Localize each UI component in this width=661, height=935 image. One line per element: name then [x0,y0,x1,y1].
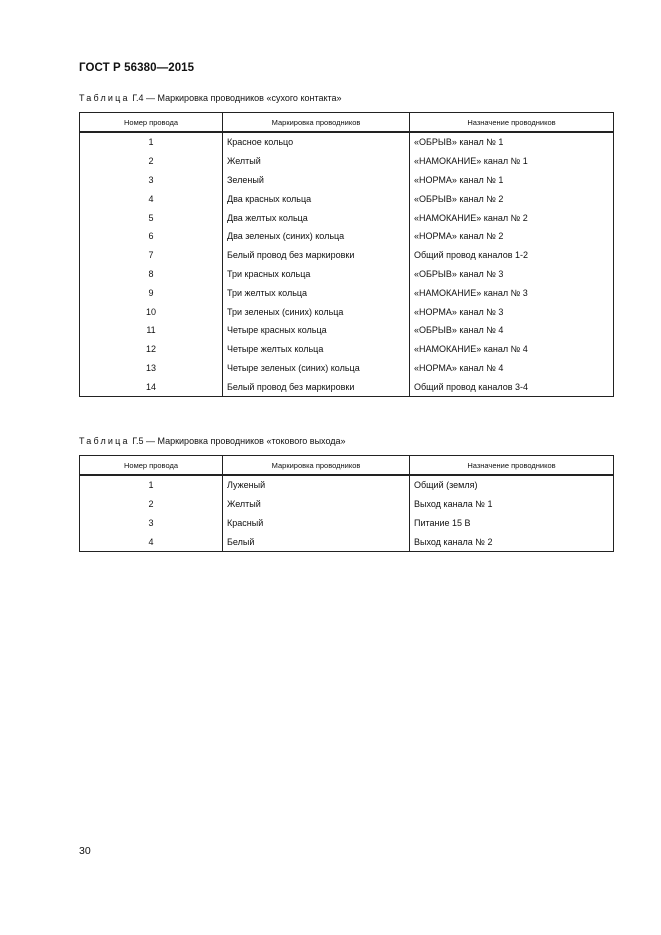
cell-wire-marking: Четыре желтых кольца [223,340,410,359]
table-row [80,132,614,152]
table-1-dry-contact [79,112,614,397]
table-row [80,377,614,396]
cell-wire-purpose: «НАМОКАНИЕ» канал № 4 [410,340,614,359]
cell-wire-number: 8 [80,265,223,284]
cell-wire-marking: Четыре зеленых (синих) кольца [223,359,410,378]
header-wire-marking: Маркировка проводников [223,456,410,476]
table-row [80,302,614,321]
cell-wire-number: 3 [80,171,223,190]
cell-wire-number: 12 [80,340,223,359]
cell-wire-purpose: «НОРМА» канал № 2 [410,227,614,246]
table-row [80,246,614,265]
header-wire-number: Номер провода [80,113,223,133]
cell-wire-purpose: «НОРМА» канал № 1 [410,171,614,190]
cell-wire-number: 6 [80,227,223,246]
cell-wire-marking: Желтый [223,152,410,171]
table-header-row [80,113,614,133]
cell-wire-number: 5 [80,208,223,227]
table-row [80,340,614,359]
table-row [80,189,614,208]
cell-wire-purpose: Выход канала № 1 [410,495,614,514]
cell-wire-purpose: «НОРМА» канал № 3 [410,302,614,321]
table-row [80,171,614,190]
table-row [80,514,614,533]
cell-wire-purpose: Питание 15 В [410,514,614,533]
cell-wire-purpose: Выход канала № 2 [410,532,614,551]
cell-wire-marking: Три зеленых (синих) кольца [223,302,410,321]
cell-wire-number: 1 [80,475,223,495]
cell-wire-number: 2 [80,495,223,514]
table-row [80,283,614,302]
table-row [80,265,614,284]
cell-wire-marking: Три красных кольца [223,265,410,284]
table-header-row [80,456,614,476]
header-wire-number: Номер провода [80,456,223,476]
table-row [80,495,614,514]
cell-wire-number: 3 [80,514,223,533]
cell-wire-marking: Три желтых кольца [223,283,410,302]
table-row [80,532,614,551]
cell-wire-number: 4 [80,189,223,208]
cell-wire-purpose: «ОБРЫВ» канал № 4 [410,321,614,340]
header-wire-purpose: Назначение проводников [410,113,614,133]
cell-wire-number: 14 [80,377,223,396]
table-1-caption-text: Г.4 — Маркировка проводников «сухого контакта» [129,93,342,103]
cell-wire-purpose: Общий (земля) [410,475,614,495]
cell-wire-purpose: «ОБРЫВ» канал № 1 [410,132,614,152]
cell-wire-marking: Зеленый [223,171,410,190]
cell-wire-marking: Желтый [223,495,410,514]
table-2-caption [79,436,346,446]
cell-wire-purpose: «ОБРЫВ» канал № 3 [410,265,614,284]
cell-wire-marking: Белый [223,532,410,551]
cell-wire-purpose: Общий провод каналов 1-2 [410,246,614,265]
table-row [80,359,614,378]
header-wire-marking: Маркировка проводников [223,113,410,133]
header-wire-purpose: Назначение проводников [410,456,614,476]
cell-wire-number: 1 [80,132,223,152]
table-row [80,321,614,340]
table-1-caption-lead: Таблица [79,93,130,103]
page-number: 30 [79,845,91,857]
cell-wire-marking: Два желтых кольца [223,208,410,227]
cell-wire-purpose: «НАМОКАНИЕ» канал № 3 [410,283,614,302]
cell-wire-number: 7 [80,246,223,265]
table-1-body [80,132,614,397]
cell-wire-number: 11 [80,321,223,340]
table-row [80,208,614,227]
cell-wire-purpose: «ОБРЫВ» канал № 2 [410,189,614,208]
cell-wire-number: 4 [80,532,223,551]
cell-wire-marking: Красный [223,514,410,533]
table-2-body [80,475,614,552]
table-2-current-output [79,455,614,552]
table-1-caption [79,93,342,103]
cell-wire-marking: Два красных кольца [223,189,410,208]
table-2-caption-text: Г.5 — Маркировка проводников «токового выхода» [129,436,346,446]
cell-wire-marking: Красное кольцо [223,132,410,152]
cell-wire-number: 10 [80,302,223,321]
document-header: ГОСТ Р 56380—2015 [79,62,195,74]
cell-wire-marking: Четыре красных кольца [223,321,410,340]
table-row [80,475,614,495]
cell-wire-marking: Белый провод без маркировки [223,246,410,265]
cell-wire-marking: Белый провод без маркировки [223,377,410,396]
cell-wire-number: 9 [80,283,223,302]
cell-wire-marking: Два зеленых (синих) кольца [223,227,410,246]
cell-wire-purpose: «НАМОКАНИЕ» канал № 1 [410,152,614,171]
cell-wire-marking: Луженый [223,475,410,495]
table-2-caption-lead: Таблица [79,436,130,446]
cell-wire-number: 2 [80,152,223,171]
table-row [80,227,614,246]
cell-wire-purpose: «НАМОКАНИЕ» канал № 2 [410,208,614,227]
cell-wire-number: 13 [80,359,223,378]
cell-wire-purpose: «НОРМА» канал № 4 [410,359,614,378]
cell-wire-purpose: Общий провод каналов 3-4 [410,377,614,396]
table-row [80,152,614,171]
